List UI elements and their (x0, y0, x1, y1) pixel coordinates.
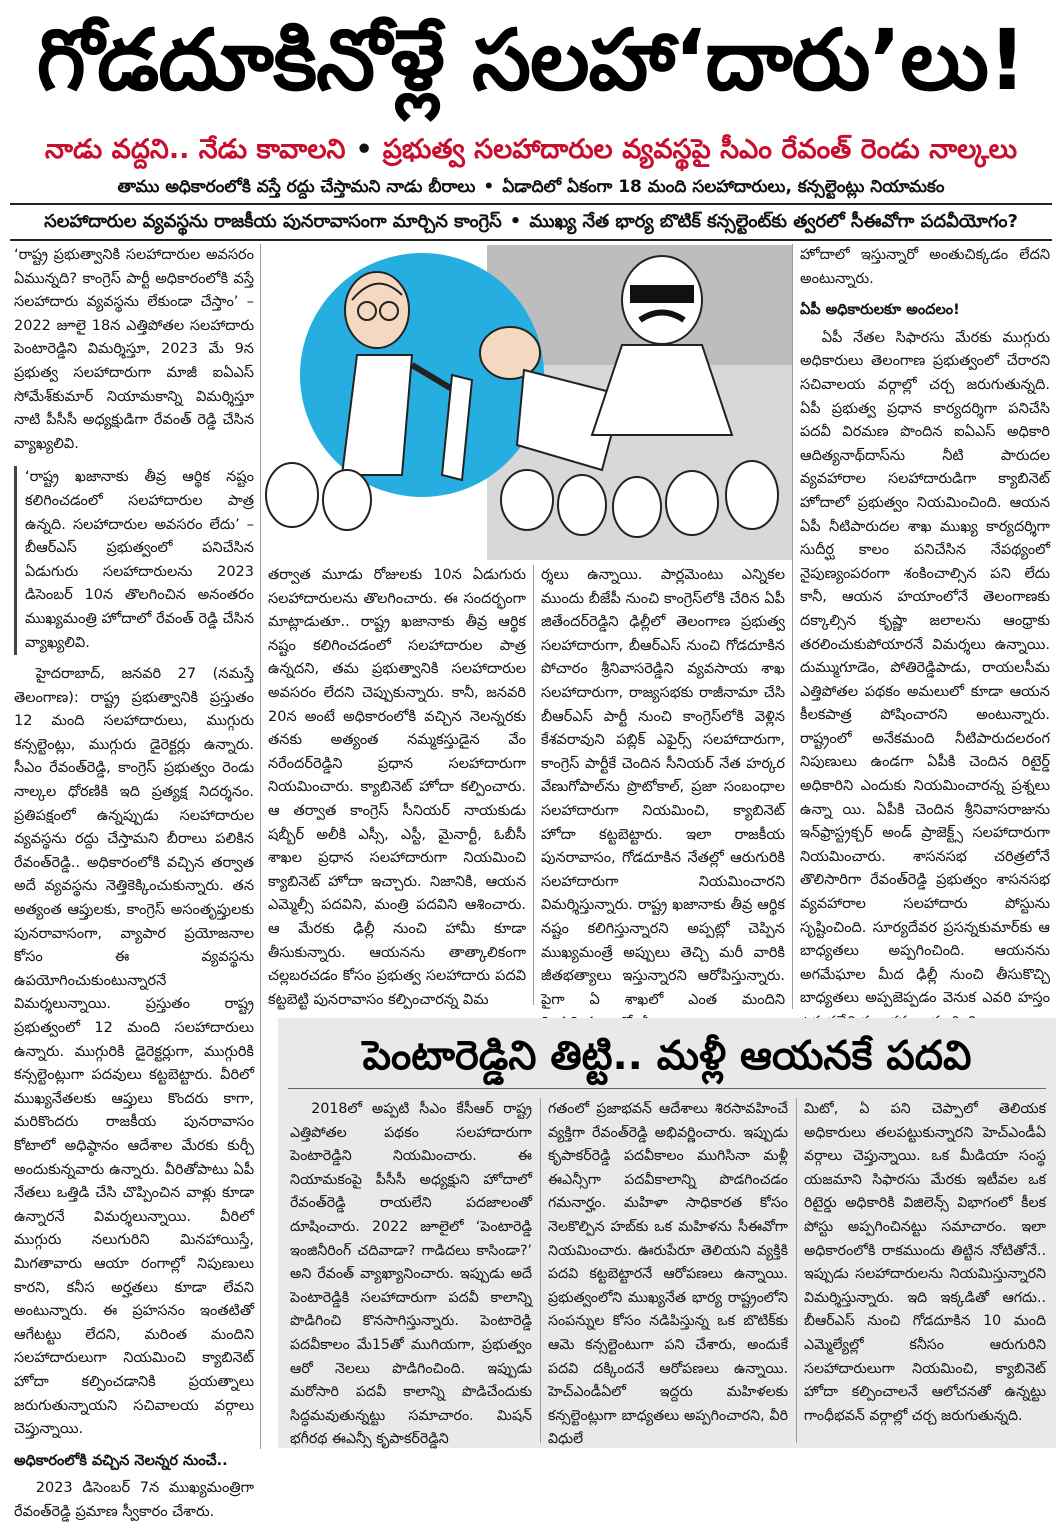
sub3-right: ముఖ్య నేత భార్య బొటిక్ కన్సల్టెంట్‌కు త్వరలో సీఈవోగా పదవీయోగం? (529, 211, 1018, 232)
sidebar-story-box (278, 1018, 1056, 1448)
sub2-right: ఏడాదిలో ఏకంగా 18 మంది సలహాదారులు, కన్సల్టెంట్లు నియామకం (502, 177, 945, 197)
box-column-2-text: గతంలో ప్రజాభవన్ ఆదేశాలు శిరసావహించే వ్యక్తిగా రేవంత్‌రెడ్డి అభివర్ణించారు. ఇప్పుడు కృపాకర్‌రెడ్డి పదవీకాలం ముగిసినా మళ్లీ ఈఎన్సీగా పదవీకాలాన్ని పొడగించడం గమనార్హం. మహిళా సాధికారత కోసం నెలకొల్పిన హబ్‌కు ఒక మహిళను సీఈవోగా నియమించారు. ఊరుపేరూ తెలియని వ్యక్తికి పదవి కట్టబెట్టారనే ఆరోపణలు ఉన్నాయి. ప్రభుత్వంలోని ముఖ్యనేత భార్య రాష్ట్రంలోని సంపన్నుల కోసం నడిపిస్తున్న ఒక బొటిక్‌కు ఆమె కన్సల్టెంటుగా పని చేశారు, అందుకే పదవి దక్కిందనే ఆరోపణలు ఉన్నాయి. హెచ్ఎండీఏలో ఇద్దరు మహిళలకు కన్సల్టెంట్లుగా బాధ్యతలు అప్పగించారని, వీరి విధులే (548, 1101, 788, 1448)
headline: గోడదూకినోళ్లే సలహా‘దారు’లు! (36, 11, 1026, 109)
column-3-body: ర్శలు ఉన్నాయి. పార్లమెంటు ఎన్నికల ముందు బీజేపీ నుంచి కాంగ్రెస్‌లోకి చేరిన ఏపీ జితేందర్‌రెడ్డిని ఢిల్లీలో తెలంగాణ ప్రభుత్వ సలహాదారుగా, బీఆర్ఎస్ నుంచి గోడదూకిన పోచారం శ్రీనివాసరెడ్డిని వ్యవసాయ శాఖ సలహాదారుగా, రాజ్యసభకు రాజీనామా చేసి బీఆర్ఎస్ పార్టీ నుంచి కాంగ్రెస్‌లోకి వెళ్లిన కేశవరావుని పబ్లిక్ ఎఫైర్స్ సలహాదారుగా, కాంగ్రెస్ పార్టీకే చెందిన సీనియర్ నేత హర్కర వేణుగోపాల్‌ను ప్రొటోకాల్, ప్రజా సంబంధాల సలహాదారుగా నియమించి, క్యాబినెట్ హోదా కట్టబెట్టారు. ఇలా రాజకీయ పునరావాసం, గోడదూకిన నేతల్లో ఆరుగురికి సలహాదారుగా నియమించారని విమర్శిస్తున్నారు. రాష్ట్ర ఖజానాకు తీవ్ర ఆర్థిక నష్టం కలిగిస్తున్నారని అప్పట్లో చెప్పిన ముఖ్యమంత్రే అప్పులు తెచ్చి మరీ వారికి జీతభత్యాలు ఇస్తున్నారని ఆరోపిస్తున్నారు. పైగా ఏ శాఖలో ఎంత మందిని (541, 567, 785, 1008)
article-column-1 (14, 244, 254, 1520)
subheadline-3 (0, 206, 1062, 238)
column-divider (792, 244, 793, 1009)
column-divider (796, 1098, 797, 1443)
article-column-2 (268, 564, 526, 1014)
box-column-1 (290, 1098, 532, 1448)
sub1-right: ప్రభుత్వ సలహాదారుల వ్యవస్థపై సీఎం రేవంత్ రెండు నాల్కలు (382, 134, 1018, 165)
section-subhead: అధికారంలోకి వచ్చిన నెలన్నర నుంచే.. (14, 1452, 228, 1469)
quote-box (14, 466, 254, 655)
sub1-left: నాడు వద్దని.. నేడు కావాలని (44, 134, 346, 165)
column-2-body: తర్వాత మూడు రోజులకు 10న ఏడుగురు సలహాదారులను తొలగించారు. ఈ సందర్భంగా మాట్లాడుతూ.. రాష్ట్ర ఖజానాకు తీవ్ర ఆర్థిక నష్టం కలిగించడంలో సలహాదారుల పాత్ర ఉన్నదని, తమ ప్రభుత్వానికి సలహాదారుల అవసరం లేదని చెప్పుకున్నారు. కానీ, జనవరి 20న అంటే అధికారంలోకి వచ్చిన నెలన్నరకు తనకు అత్యంత నమ్మకస్తుడైన వేం నరేందర్‌రెడ్డిని ప్రధాన సలహాదారుగా నియమించారు. క్యాబినెట్ హోదా కల్పించారు. ఆ తర్వాత కాంగ్రెస్ సీనియర్ నాయకుడు షబ్బీర్ అలీకి ఎస్సీ, ఎస్టీ, మైనార్టీ, ఓబీసీ శాఖల ప్రధాన సలహాదారుగా నియమించి క్యాబినెట్ హోదా ఇచ్చారు. నిజానికి, ఆయన ఎమ్మెల్సీ పదవిని, మంత్రి పదవిని ఆశించారు. ఆ మేరకు ఢిల్లీ నుంచి హామీ కూడా తీసుకున్నారు. ఆయనను తాత్కాలికంగా చల్లబరచడం కోసం ప్రభుత్వ సలహాదారు పదవి కట్టబెట్టి పునరావాసం కల్పించారన్న విమ (268, 567, 526, 1008)
subheadline-red (0, 130, 1062, 170)
article-column-3 (541, 564, 785, 1014)
divider-rule (10, 203, 1052, 205)
column-4-lead: హోదాలో ఇస్తున్నారో అంతుచిక్కడం లేదని అంటున్నారు. (800, 247, 1050, 287)
quote-1: ‘రాష్ట్ర ప్రభుత్వానికి సలహాదారుల అవసరం ఏమున్నది? కాంగ్రెస్ పార్టీ అధికారంలోకి వస్తే సలహాదారు వ్యవస్థను లేకుండా చేస్తాం’ – 2022 జూలై 18న ఎత్తిపోతల సలహాదారు పెంటారెడ్డిని విమర్శిస్తూ, 2023 మే 9న ప్రభుత్వ సలహాదారుగా మాజీ ఐఏఎస్ సోమేశ్‌కుమార్ నియామకాన్ని విమర్శిస్తూ నాటి పీసీసీ అధ్యక్షుడిగా రేవంత్ రెడ్డి చేసిన వ్యాఖ్యలివి. (14, 247, 254, 452)
box-column-3-text: మిటో, ఏ పని చెప్పాలో తెలియక అధికారులు తలపట్టుకున్నారని హెచ్ఎండీఏ వర్గాలు చెప్తున్నాయి. ఒక మీడియా సంస్థ యజమాని సిఫారసు మేరకు ఇటీవల ఒక రిటైర్డు అధికారికి విజిలెన్స్ విభాగంలో కీలక పోస్టు అప్పగించినట్టు సమాచారం. ఇలా అధికారంలోకి రాకముందు తిట్టిన నోటితోనే.. ఇప్పుడు సలహాదారులను నియమిస్తున్నారని విమర్శిస్తున్నారు. ఇది ఇక్కడితో ఆగదు.. బీఆర్ఎస్ నుంచి గోడదూకిన 10 మంది ఎమ్మెల్యేల్లో కనీసం ఆరుగురిని సలహాదారులుగా నియమించి, క్యాబినెట్ హోదా కల్పించాలనే ఆలోచనతో ఉన్నట్టు గాంధీభవన్ వర్గాల్లో చర్చ జరుగుతున్నది. (804, 1101, 1046, 1424)
column-divider (533, 565, 534, 1005)
box-rule (288, 1088, 1046, 1089)
article-column-4 (800, 244, 1050, 1009)
column-divider (260, 244, 261, 1449)
quote-2: ‘రాష్ట్ర ఖజానాకు తీవ్ర ఆర్థిక నష్టం కలిగించడంలో సలహాదారుల పాత్ర ఉన్నది. సలహాదారుల అవసరం లేదు’ – బీఆర్ఎస్ ప్రభుత్వంలో పనిచేసిన ఏడుగురు సలహాదారులను 2023 డిసెంబర్ 10న తొలగించిన అనంతరం ముఖ్యమంత్రి హోదాలో రేవంత్ రెడ్డి చేసిన వ్యాఖ్యలివి. (25, 469, 254, 651)
column-1-tail: 2023 డిసెంబర్ 7న ముఖ్యమంత్రిగా రేవంత్‌రెడ్డి ప్రమాణ స్వీకారం చేశారు. (14, 1480, 254, 1520)
box-title: పెంటారెడ్డిని తిట్టి.. మళ్లీ ఆయనకే పదవి (362, 1033, 972, 1079)
section-subhead: ఏపీ అధికారులకూ అందలం! (800, 302, 960, 319)
divider-rule (10, 239, 1052, 241)
cartoon-illustration (262, 245, 792, 560)
box-column-2 (548, 1098, 788, 1448)
sub2-left: తాము అధికారంలోకి వస్తే రద్దు చేస్తామని నాడు బీరాలు (117, 177, 476, 197)
sub2-bullet: • (483, 177, 495, 197)
sub1-bullet: • (355, 134, 373, 165)
box-column-1-text: 2018లో అప్పటి సీఎం కేసీఆర్ రాష్ట్ర ఎత్తిపోతల పథకం సలహాదారుగా పెంటారెడ్డిని నియమించారు. ఈ నియామకంపై పీసీసీ అధ్యక్షుని హోదాలో రేవంత్‌రెడ్డి రాయలేని పదజాలంతో దూషించారు. 2022 జూలైలో ‘పెంటారెడ్డి ఇంజినీరింగ్ చదివాడా? గాడిదలు కాసిండా?’ అని రేవంత్ వ్యాఖ్యానించారు. ఇప్పుడు అదే పెంటారెడ్డికి సలహాదారుగా పదవీ కాలాన్ని పొడిగించి కొనసాగిస్తున్నారు. పెంటారెడ్డి పదవీకాలం మే15తో ముగియగా, ప్రభుత్వం ఆరో నెలలు పొడిగించింది. ఇప్పుడు మరోసారి పదవీ కాలాన్ని పొడిచేందుకు సిద్ధమవుతున్నట్టు సమాచారం. మిషన్ భగీరథ ఈఎన్సీ కృపాకర్‌రెడ్డిని (290, 1101, 532, 1448)
subheadline-2 (0, 172, 1062, 202)
column-1-body: హైదరాబాద్, జనవరి 27 (నమస్తే తెలంగాణ): రాష్ట్ర ప్రభుత్వానికి ప్రస్తుతం 12 మంది సలహాదారులు, ముగ్గురు కన్సల్టెంట్లు, ముగ్గురు డైరెక్టర్లు ఉన్నారు. సీఎం రేవంత్‌రెడ్డి, కాంగ్రెస్ ప్రభుత్వం రెండు నాల్కల ధోరణికి ఇది ప్రత్యక్ష నిదర్శనం. ప్రతిపక్షంలో ఉన్నప్పుడు సలహాదారుల వ్యవస్థను రద్దు చేస్తామని బీరాలు పలికిన రేవంత్‌రెడ్డి.. అధికారంలోకి వచ్చిన తర్వాత అదే వ్యవస్థను నెత్తికెక్కించుకున్నారు. తన అత్యంత ఆప్తులకు, కాంగ్రెస్ అసంతృప్తులకు పునరావాసంగా, వ్యాపార ప్రయోజనాల కోసం ఈ వ్యవస్థను ఉపయోగించుకుంటున్నారనే విమర్శలున్నాయి. ప్రస్తుతం రాష్ట్ర ప్రభుత్వంలో 12 మంది సలహాదారులు ఉన్నారు. ముగ్గురికి డైరెక్టర్లుగా, ముగ్గురికి కన్సల్టెంట్లుగా పదవులు కట్టబెట్టారు. వీరిలో ముఖ్యనేతలకు ఆప్తులు కొందరు కాగా, మరికొందరు రాజకీయ పునరావాసం కోటాలో అధిష్ఠానం ఆదేశాల మేరకు కుర్చీ అందుకున్నవారు ఉన్నారు. వీరితోపాటు ఏపీ నేతలు ఒత్తిడి చేసి చొప్పించిన వాళ్లు కూడా ఉన్నారనే విమర్శలున్నాయి. వీరిలో ముగ్గురు నలుగురిని మినహాయిస్తే, మిగతావారు ఆయా రంగాల్లో నిపుణులు కారని, కనీస అర్హతలు కూడా లేవని అంటున్నారు. ఈ ప్రహసనం ఇంతటితో ఆగేటట్టు లేదని, మరింత మందిని సలహాదారులుగా నియమించి క్యాబినెట్ హోదా కల్పించడానికి ప్రయత్నాలు జరుగుతున్నాయని సచివాలయ వర్గాలు చెప్తున్నాయి. (14, 666, 254, 1438)
column-divider (540, 1098, 541, 1443)
sub3-left: సలహాదారుల వ్యవస్థను రాజకీయ పునరావాసంగా మార్చిన కాంగ్రెస్ (44, 211, 502, 232)
column-4-body: ఏపీ నేతల సిఫారసు మేరకు ముగ్గురు అధికారులు తెలంగాణ ప్రభుత్వంలో చేరారని సచివాలయ వర్గాల్లో చర్చ జరుగుతున్నది. ఏపీ ప్రభుత్వ ప్రధాన కార్యదర్శిగా పనిచేసి పదవీ విరమణ పొందిన ఐఏఎస్ అధికారి ఆదిత్యనాథ్‌దాస్‌ను నీటి పారుదల వ్యవహారాల సలహాదారుడిగా క్యాబినెట్ హోదాలో ప్రభుత్వం నియమించింది. ఆయన ఏపీ నీటిపారుదల శాఖ ముఖ్య కార్యదర్శిగా సుదీర్ఘ కాలం పనిచేసిన నేపథ్యంలో నైపుణ్యంపరంగా శంకించాల్సిన పని లేదు కానీ, ఆయన హయాంలోనే తెలంగాణకు దక్కాల్సిన కృష్ణా జలాలను ఆంధ్రాకు తరలించుకుపోయారనే విమర్శలు ఉన్నాయి. దుమ్ముగూడెం, పోతిరెడ్డిపాడు, రాయలసీమ ఎత్తిపోతల పథకం అమలులో కూడా ఆయన కీలకపాత్ర పోషించారని అంటున్నారు. రాష్ట్రంలో అనేకమంది నీటిపారుదలరంగ నిపుణులు ఉండగా ఏపీకి చెందిన రిటైర్డ్ అధికారిని ఎందుకు నియమించారన్న ప్రశ్నలు ఉన్నా యి. ఏపీకి చెందిన శ్రీనివాసరాజును ఇన్‌ఫ్రాస్ట్రక్చర్ అండ్ ప్రాజెక్ట్స్ సలహాదారుగా నియమించారు. శాసనసభ చరిత్రలోనే తొలిసారిగా రేవంత్‌రెడ్డి ప్రభుత్వం శాసనసభ వ్యవహారాల సలహాదారు పోస్టును సృష్టించింది. సూర్యదేవర ప్రసన్నకుమార్‌కు ఆ బాధ్యతలు అప్పగించింది. ఆయనను అగమేఘాల మీద ఢిల్లీ నుంచి తీసుకొచ్చి బాధ్యతలు అప్పజెప్పడం వెనుక ఎవరి హస్తం (800, 329, 1050, 1007)
box-column-3 (804, 1098, 1046, 1443)
sub3-bullet: • (509, 211, 522, 232)
